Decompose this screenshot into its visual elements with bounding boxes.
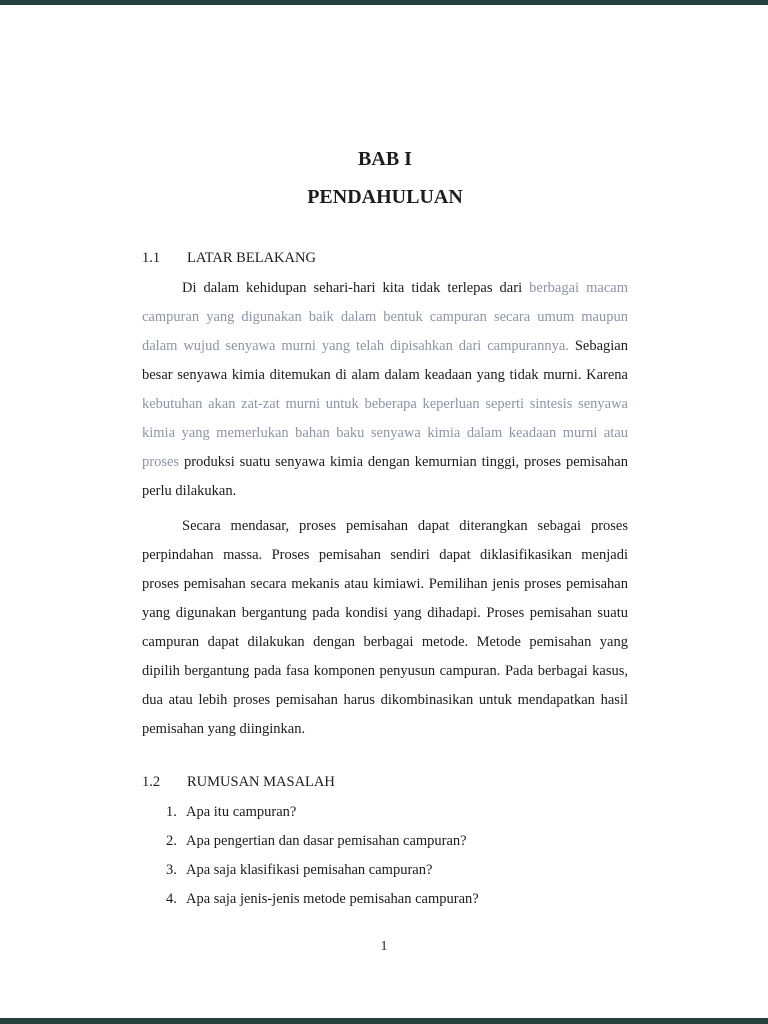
list-item: [166, 798, 628, 827]
paragraph-segment: Sebagian besar senyawa kimia ditemukan di alam dalam keadaan yang tidak murni. Karena: [142, 338, 628, 383]
section-number: 1.1: [142, 250, 161, 266]
paragraph-segment: produksi suatu senyawa kimia dengan kemurnian tinggi, proses pemisahan perlu dilakukan.: [142, 454, 628, 499]
list-item: [166, 885, 628, 914]
section-heading-latar-belakang: [142, 248, 628, 268]
section-label: LATAR BELAKANG: [187, 250, 316, 266]
section-heading-rumusan-masalah: [142, 772, 628, 792]
list-item: [166, 827, 628, 856]
list-item-text: Apa saja klasifikasi pemisahan campuran?: [186, 862, 433, 878]
paragraph-latar-belakang-1: [142, 274, 628, 506]
list-item-text: Apa saja jenis-jenis metode pemisahan campuran?: [186, 891, 479, 907]
list-item-text: Apa itu campuran?: [186, 804, 297, 820]
chapter-title: BAB I: [358, 148, 412, 170]
section-label: RUMUSAN MASALAH: [187, 774, 335, 790]
list-item-number: 3.: [166, 862, 177, 878]
list-item-number: 1.: [166, 804, 177, 820]
section-number: 1.2: [142, 774, 161, 790]
paragraph-latar-belakang-2: Secara mendasar, proses pemisahan dapat diterangkan sebagai proses perpindahan massa. Proses pemisahan sendiri dapat diklasifikasikan menjadi proses pemisahan secara mekanis atau kimiawi. Pemilihan jenis proses pemisahan yang digunakan bergantung pada kondisi yang dihadapi. Proses pemisahan suatu campuran dapat dilakukan dengan berbagai metode. Metode pemisahan yang dipilih bergantung pada fasa komponen penyusun campuran. Pada berbagai kasus, dua atau lebih proses pemisahan harus dikombinasikan untuk mendapatkan hasil pemisahan yang diinginkan.: [142, 518, 628, 737]
paragraph-segment: berbagai macam campuran yang digunakan baik dalam bentuk campuran secara umum maupun dalam wujud senyawa murni yang telah dipisahkan dari campurannya.: [142, 280, 629, 354]
chapter-subtitle: PENDAHULUAN: [307, 186, 463, 208]
list-item-text: Apa pengertian dan dasar pemisahan campuran?: [186, 833, 467, 849]
page-number: 1: [380, 938, 388, 953]
viewer-bottom-edge-bar: [0, 1018, 768, 1024]
question-list: [142, 798, 628, 914]
list-item-number: 4.: [166, 891, 177, 907]
list-item-number: 2.: [166, 833, 177, 849]
paragraph-segment: Di dalam kehidupan sehari-hari kita tidak terlepas dari: [182, 280, 530, 296]
list-item: [166, 856, 628, 885]
paragraph-segment: kebutuhan akan zat-zat murni untuk beberapa keperluan seperti sintesis senyawa kimia yang memerlukan bahan baku senyawa kimia dalam keadaan murni atau proses: [142, 396, 628, 470]
document-page: [142, 0, 628, 914]
